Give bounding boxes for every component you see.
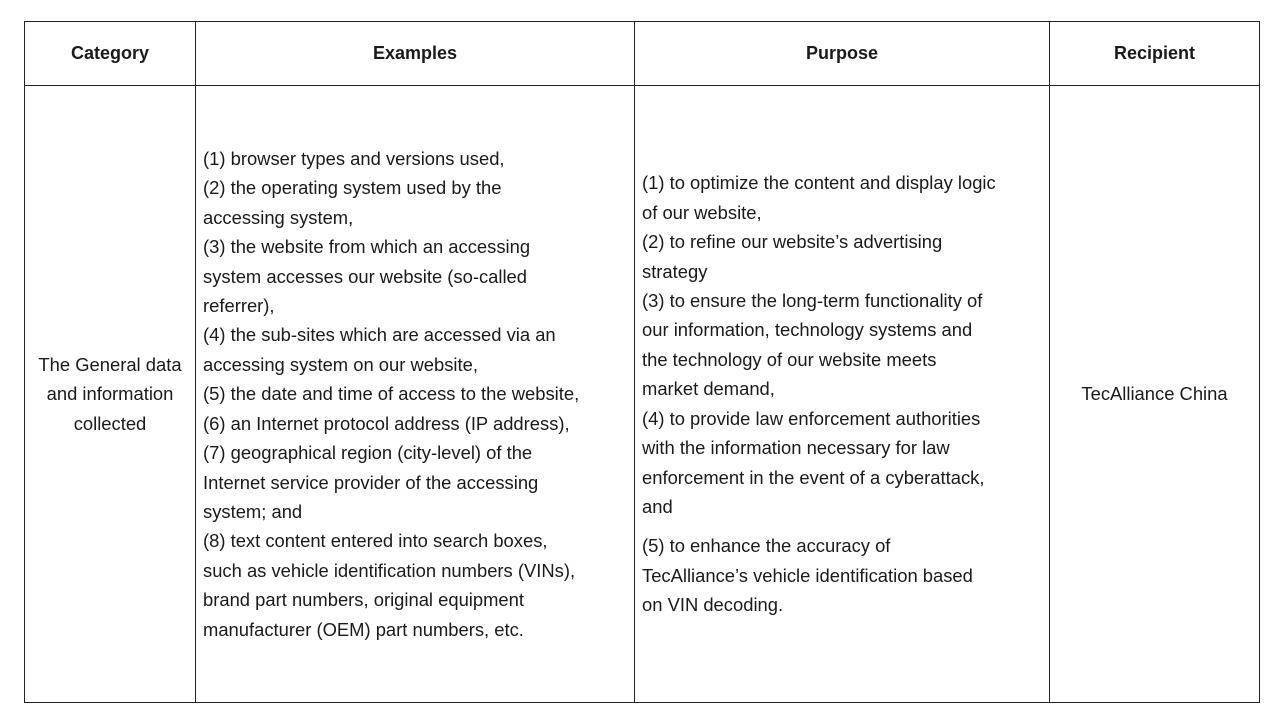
purpose-line: and [642, 495, 673, 517]
purpose-line: market demand, [642, 378, 775, 400]
examples-line: (1) browser types and versions used, [203, 148, 505, 170]
purpose-line: enforcement in the event of a cyberattack, [642, 466, 985, 488]
examples-line: (7) geographical region (city-level) of the [203, 442, 533, 464]
examples-line: (5) the date and time of access to the website, [203, 383, 580, 405]
purpose-line: our information, technology systems and [642, 319, 973, 341]
category-line: and information [46, 383, 174, 405]
examples-line: brand part numbers, original equipment [203, 589, 525, 611]
cell-recipient: TecAlliance China [1050, 86, 1260, 703]
examples-line: referrer), [203, 295, 275, 317]
examples-line: (4) the sub-sites which are accessed via an [203, 324, 556, 346]
category-line: collected [73, 412, 147, 434]
header-category: Category [25, 22, 196, 86]
table-row [25, 86, 1260, 703]
examples-line: accessing system on our website, [203, 353, 478, 375]
examples-line: (8) text content entered into search boxes, [203, 530, 548, 552]
purpose-line: TecAlliance’s vehicle identification based [642, 564, 973, 586]
header-purpose: Purpose [635, 22, 1050, 86]
purpose-line: with the information necessary for law [642, 437, 950, 459]
purpose-line: (3) to ensure the long-term functionality of [642, 290, 983, 312]
purpose-line: the technology of our website meets [642, 348, 937, 370]
examples-line: such as vehicle identification numbers (VINs), [203, 559, 576, 581]
purpose-line: (1) to optimize the content and display logic [642, 172, 996, 194]
purpose-line: strategy [642, 260, 708, 282]
examples-line: (6) an Internet protocol address (IP address), [203, 412, 570, 434]
purpose-line: (5) to enhance the accuracy of [642, 535, 891, 557]
examples-line: system accesses our website (so-called [203, 265, 528, 287]
purpose-line: (4) to provide law enforcement authorities [642, 407, 981, 429]
examples-line: system; and [203, 500, 303, 522]
data-table [24, 21, 1260, 703]
header-examples: Examples [196, 22, 635, 86]
paragraph-gap [642, 521, 1043, 531]
cell-examples [196, 86, 635, 703]
table-header-row [25, 22, 1260, 86]
cell-category [25, 86, 196, 703]
category-line: The General data [38, 353, 182, 375]
examples-line: manufacturer (OEM) part numbers, etc. [203, 618, 524, 640]
examples-line: (3) the website from which an accessing [203, 236, 531, 258]
examples-line: (2) the operating system used by the [203, 177, 502, 199]
cell-purpose [635, 86, 1050, 703]
examples-line: accessing system, [203, 206, 354, 228]
purpose-line: of our website, [642, 201, 762, 223]
page [24, 21, 1259, 703]
purpose-line: on VIN decoding. [642, 594, 784, 616]
purpose-line: (2) to refine our website’s advertising [642, 231, 943, 253]
header-recipient: Recipient [1050, 22, 1260, 86]
examples-line: Internet service provider of the accessing [203, 471, 539, 493]
